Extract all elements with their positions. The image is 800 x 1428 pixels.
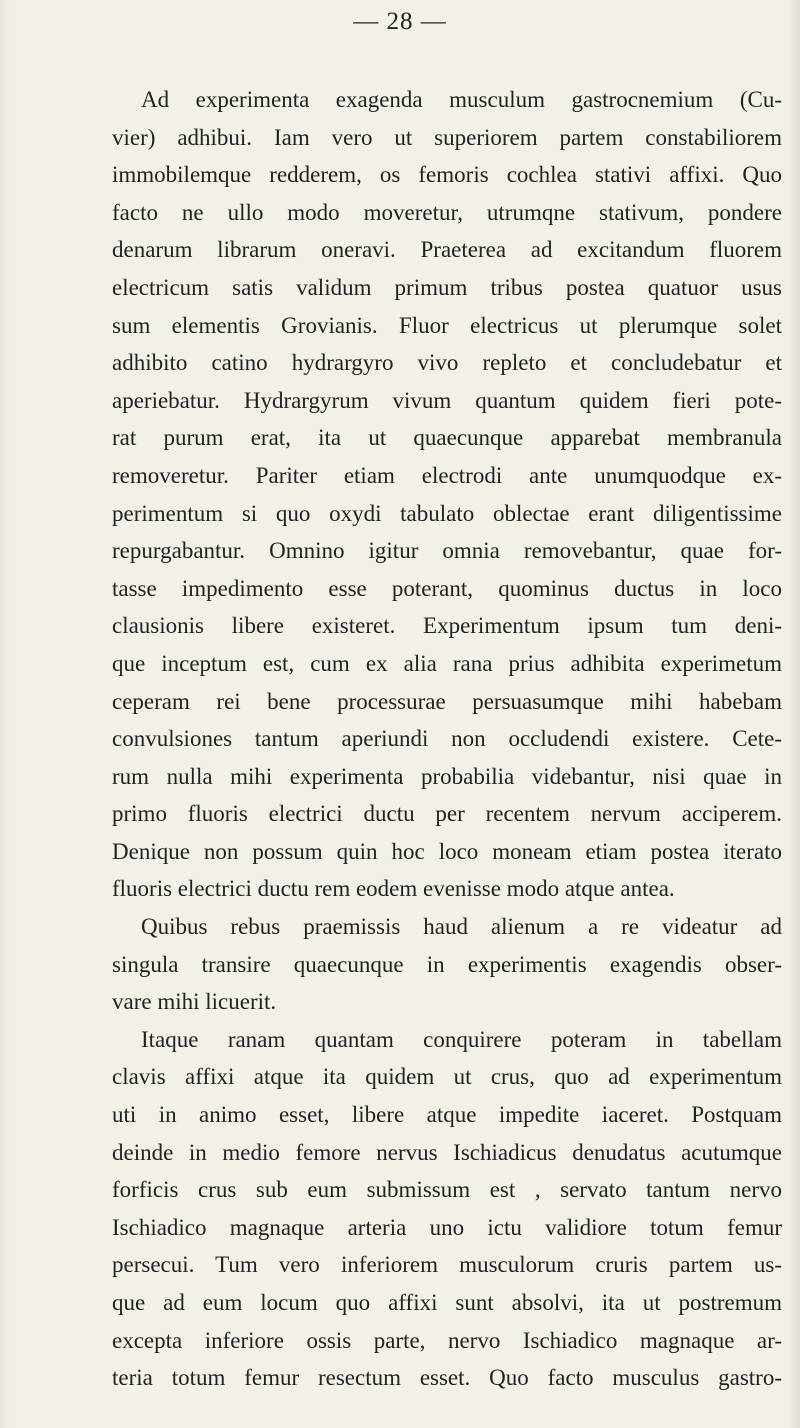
body-text	[112, 81, 782, 1397]
text-line: deinde in medio femore nervus Ischiadicus denudatus acutumque	[112, 1139, 782, 1165]
text-line: rum nulla mihi experimenta probabilia videbantur, nisi quae in	[112, 763, 782, 789]
page-edge-shadow-right	[786, 0, 800, 1428]
text-line: persecui. Tum vero inferiorem musculorum cruris partem us-	[112, 1252, 782, 1278]
text-line: convulsiones tantum aperiundi non occludendi existere. Cete-	[112, 726, 782, 752]
text-line: Itaque ranam quantam conquirere poteram in tabellam	[141, 1026, 782, 1052]
text-line: vare mihi licuerit.	[112, 989, 277, 1015]
text-line: immobilemque redderem, os femoris cochlea stativi affixi. Quo	[112, 162, 782, 188]
text-line: removeretur. Pariter etiam electrodi ante unumquodque ex-	[112, 462, 782, 488]
text-line: denarum librarum oneravi. Praeterea ad excitandum fluorem	[112, 237, 782, 263]
text-line: vier) adhibui. Iam vero ut superiorem partem constabiliorem	[112, 124, 782, 150]
text-line: que inceptum est, cum ex alia rana prius adhibita experimetum	[112, 650, 782, 676]
text-line: excepta inferiore ossis parte, nervo Ischiadico magnaque ar-	[112, 1327, 782, 1353]
text-line: Ischiadico magnaque arteria uno ictu validiore totum femur	[112, 1214, 782, 1240]
page-edge-shadow-left	[0, 0, 10, 1428]
text-line: fluoris electrici ductu rem eodem evenisse modo atque antea.	[112, 876, 675, 902]
text-line: primo fluoris electrici ductu per recentem nervum acciperem.	[112, 801, 782, 827]
text-line: teria totum femur resectum esset. Quo facto musculus gastro-	[112, 1365, 782, 1391]
text-line: forficis crus sub eum submissum est , servato tantum nervo	[112, 1177, 782, 1203]
text-line: rat purum erat, ita ut quaecunque apparebat membranula	[112, 425, 782, 451]
page-number: — 28 —	[353, 8, 447, 35]
text-line: Ad experimenta exagenda musculum gastrocnemium (Cu-	[141, 87, 782, 112]
text-line: aperiebatur. Hydrargyrum vivum quantum quidem fieri pote-	[112, 387, 782, 413]
text-line: que ad eum locum quo affixi sunt absolvi, ita ut postremum	[112, 1290, 782, 1315]
text-line: uti in animo esset, libere atque impedite iaceret. Postquam	[112, 1102, 782, 1128]
text-line: sum elementis Grovianis. Fluor electricus ut plerumque solet	[112, 312, 782, 338]
text-line: ceperam rei bene processurae persuasumque mihi habebam	[112, 688, 782, 714]
text-line: clavis affixi atque ita quidem ut crus, quo ad experimentum	[112, 1064, 782, 1090]
text-line: tasse impedimento esse poterant, quominus ductus in loco	[112, 575, 782, 601]
text-line: singula transire quaecunque in experimentis exagendis obser-	[112, 951, 782, 977]
text-line: clausionis libere existeret. Experimentum ipsum tum deni-	[112, 613, 782, 639]
text-line: repurgabantur. Omnino igitur omnia removebantur, quae for-	[112, 538, 782, 564]
text-line: Denique non possum quin hoc loco moneam etiam postea iterato	[112, 838, 782, 864]
text-line: Quibus rebus praemissis haud alienum a re videatur ad	[141, 914, 782, 940]
text-line: perimentum si quo oxydi tabulato oblectae erant diligentissime	[112, 500, 782, 526]
text-line: facto ne ullo modo moveretur, utrumqne stativum, pondere	[112, 199, 782, 225]
text-line: adhibito catino hydrargyro vivo repleto et concludebatur et	[112, 350, 782, 376]
text-line: electricum satis validum primum tribus postea quatuor usus	[112, 274, 782, 300]
